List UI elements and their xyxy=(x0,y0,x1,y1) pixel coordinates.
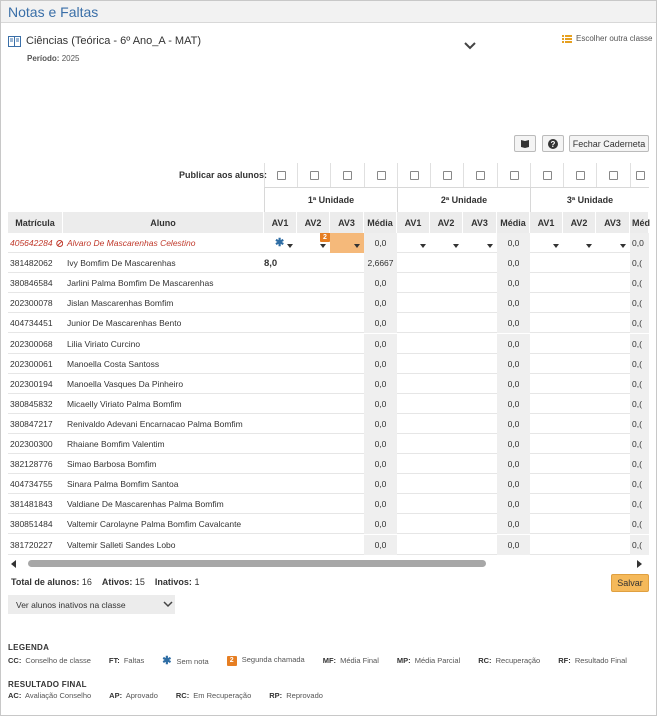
inativos-value: 1 xyxy=(194,577,200,587)
publish-checkbox[interactable] xyxy=(310,171,319,180)
media-cell: 0,0 xyxy=(364,514,397,534)
publish-checkbox[interactable] xyxy=(410,171,419,180)
student-name-cell: Junior De Mascarenhas Bento xyxy=(67,318,182,329)
grade-cell[interactable]: 8,0 xyxy=(264,257,278,269)
media-cell: 0,( xyxy=(630,354,649,374)
student-name-cell: Jarlini Palma Bomfim De Mascarenhas xyxy=(67,278,214,289)
caret-down-icon xyxy=(287,244,293,248)
media-cell: 0,0 xyxy=(364,354,397,374)
column-header-av2[interactable]: AV2 xyxy=(297,212,330,233)
media-cell: 0,( xyxy=(630,374,649,394)
book-icon xyxy=(8,36,21,47)
matricula-cell: 380845832 xyxy=(10,398,53,409)
table-row xyxy=(8,474,649,494)
legend-item: CC: Conselho de classe xyxy=(8,656,91,665)
ativos-label: Ativos: xyxy=(101,577,133,587)
periodo-value: 2025 xyxy=(61,54,80,63)
total-value: 16 xyxy=(81,577,92,587)
grade-dropdown[interactable] xyxy=(397,233,430,253)
table-row xyxy=(8,313,649,333)
unit-header: 2ª Unidade xyxy=(397,187,530,212)
publish-label: Publicar aos alunos: xyxy=(179,170,268,180)
legend-item: RC: Recuperação xyxy=(478,656,541,665)
media-cell: 0,0 xyxy=(364,233,397,253)
column-header-av2[interactable]: AV2 xyxy=(563,212,596,233)
caret-down-icon xyxy=(354,244,360,248)
total-students xyxy=(11,577,92,587)
no-grade-icon: ✱ xyxy=(275,237,285,249)
media-cell: 0,0 xyxy=(364,454,397,474)
table-row xyxy=(8,394,649,414)
matricula-cell: 404734451 xyxy=(10,318,53,329)
column-header-media_cut[interactable]: Méd xyxy=(630,212,649,233)
legend-item: ✱ Sem nota xyxy=(162,655,209,667)
publish-checkbox[interactable] xyxy=(277,171,286,180)
unit-header: 3ª Unidade xyxy=(530,187,649,212)
matricula-cell: 380846584 xyxy=(10,278,53,289)
periodo-label: Período: xyxy=(27,54,60,63)
column-header-av3[interactable]: AV3 xyxy=(330,212,364,233)
choose-class-label: Escolher outra classe xyxy=(576,34,653,43)
book-icon xyxy=(520,139,530,148)
publish-checkbox[interactable] xyxy=(609,171,618,180)
media-cell: 0,0 xyxy=(630,233,649,253)
media-cell: 0,( xyxy=(630,474,649,494)
publish-checkbox[interactable] xyxy=(476,171,485,180)
media-cell: 0,0 xyxy=(497,514,530,534)
grade-dropdown[interactable] xyxy=(430,233,463,253)
student-name-cell: Valtemir Salleti Sandes Lobo xyxy=(67,539,176,550)
caret-down-icon xyxy=(487,244,493,248)
resultado-title: RESULTADO FINAL xyxy=(8,680,87,689)
student-name-cell: Alvaro De Mascarenhas Celestino xyxy=(67,238,196,248)
class-selector[interactable] xyxy=(8,35,201,47)
caret-down-icon xyxy=(620,244,626,248)
student-name-cell: Manoella Costa Santoss xyxy=(67,358,160,369)
media-cell: 0,( xyxy=(630,494,649,514)
legend-item: RF: Resultado Final xyxy=(558,656,627,665)
media-cell: 0,0 xyxy=(497,535,530,555)
publish-checkbox-cell xyxy=(397,163,430,187)
student-name-cell: Simao Barbosa Bomfim xyxy=(67,459,157,470)
matricula-cell: 202300068 xyxy=(10,338,53,349)
close-gradebook-button[interactable]: Fechar Caderneta xyxy=(569,135,649,152)
table-row xyxy=(8,535,649,555)
second-call-badge: 2 xyxy=(227,656,237,666)
publish-checkbox-cell xyxy=(497,163,530,187)
publish-checkbox-cell xyxy=(563,163,596,187)
publish-checkbox[interactable] xyxy=(343,171,352,180)
column-header-av1[interactable]: AV1 xyxy=(397,212,430,233)
legend-item: RP: Reprovado xyxy=(269,691,323,700)
table-row xyxy=(8,273,649,293)
legend-item: MP: Média Parcial xyxy=(396,656,461,665)
media-cell: 0,( xyxy=(630,454,649,474)
matricula-cell: 404734755 xyxy=(10,479,53,490)
media-cell: 0,0 xyxy=(497,454,530,474)
media-cell: 0,0 xyxy=(497,273,530,293)
table-row xyxy=(8,414,649,434)
publish-checkbox-cell xyxy=(463,163,497,187)
unit-header: 1ª Unidade xyxy=(264,187,397,212)
legend-item: RC: Em Recuperação xyxy=(175,691,252,700)
publish-checkbox-cell xyxy=(330,163,364,187)
scroll-right-arrow-icon[interactable] xyxy=(637,560,642,568)
matricula-cell: 381720227 xyxy=(10,539,53,550)
media-cell: 0,( xyxy=(630,434,649,454)
media-cell: 0,( xyxy=(630,273,649,293)
column-header-av1[interactable]: AV1 xyxy=(530,212,563,233)
column-header-av3[interactable]: AV3 xyxy=(596,212,630,233)
media-cell: 0,( xyxy=(630,514,649,534)
publish-checkbox-cell xyxy=(530,163,563,187)
save-button[interactable]: Salvar xyxy=(611,574,649,592)
matricula-cell: 202300078 xyxy=(10,298,53,309)
student-name-cell: Lilia Viriato Curcino xyxy=(67,338,141,349)
grade-dropdown[interactable] xyxy=(330,233,364,253)
media-cell: 0,0 xyxy=(364,434,397,454)
media-cell: 0,0 xyxy=(364,394,397,414)
table-row xyxy=(8,354,649,374)
publish-checkbox-cell xyxy=(430,163,463,187)
media-cell: 0,0 xyxy=(497,474,530,494)
column-header-media[interactable]: Média xyxy=(497,212,530,233)
legend-item: AP: Aprovado xyxy=(109,691,158,700)
ativos-value: 15 xyxy=(134,577,145,587)
column-header-media[interactable]: Média xyxy=(364,212,397,233)
publish-checkbox[interactable] xyxy=(543,171,552,180)
choose-other-class-link[interactable] xyxy=(562,34,652,43)
publish-checkbox[interactable] xyxy=(443,171,452,180)
media-cell: 0,0 xyxy=(364,474,397,494)
media-cell: 0,0 xyxy=(364,374,397,394)
gradebook-button[interactable] xyxy=(514,135,536,152)
legend-item: MF: Média Final xyxy=(322,656,379,665)
student-name-cell: Micaelly Viriato Palma Bomfim xyxy=(67,398,182,409)
caret-down-icon xyxy=(320,244,326,248)
grade-dropdown[interactable] xyxy=(297,233,330,253)
legend-title: LEGENDA xyxy=(8,643,50,652)
publish-checkbox[interactable] xyxy=(510,171,519,180)
student-name-cell: Manoella Vasques Da Pinheiro xyxy=(67,378,184,389)
column-header-av2[interactable]: AV2 xyxy=(430,212,463,233)
media-cell: 0,0 xyxy=(364,494,397,514)
media-cell: 0,0 xyxy=(364,293,397,313)
caret-down-icon xyxy=(453,244,459,248)
student-name-cell: Ivy Bomfim De Mascarenhas xyxy=(67,258,176,269)
media-cell: 0,( xyxy=(630,293,649,313)
chevron-down-icon xyxy=(163,601,173,608)
table-row xyxy=(8,494,649,514)
matricula-cell: 381482062 xyxy=(10,258,53,269)
matricula-cell: 380847217 xyxy=(10,418,53,429)
media-cell: 0,( xyxy=(630,334,649,354)
publish-checkbox-cell xyxy=(630,163,649,187)
matricula-cell: 382128776 xyxy=(10,459,53,470)
column-header-aluno[interactable]: Aluno xyxy=(63,212,264,233)
media-cell: 0,0 xyxy=(364,414,397,434)
media-cell: 0,0 xyxy=(364,273,397,293)
resultado-row xyxy=(8,691,323,700)
media-cell: 2,6667 xyxy=(364,253,397,273)
matricula-cell: 405642284 xyxy=(8,233,63,253)
media-cell: 0,0 xyxy=(364,334,397,354)
media-cell: 0,0 xyxy=(497,494,530,514)
caret-down-icon xyxy=(420,244,426,248)
student-name-cell: Sinara Palma Bomfim Santoa xyxy=(67,479,179,490)
table-row xyxy=(8,233,649,253)
student-name-cell: Renivaldo Adevani Encarnacao Palma Bomfim xyxy=(67,418,243,429)
show-inactive-dropdown[interactable] xyxy=(8,595,175,614)
inativos-label: Inativos: xyxy=(154,577,192,587)
legend-item: 2 Segunda chamada xyxy=(227,655,305,666)
media-cell: 0,( xyxy=(630,313,649,333)
column-header-av3[interactable]: AV3 xyxy=(463,212,497,233)
horizontal-scrollbar[interactable] xyxy=(8,558,649,570)
matricula-cell: 381481843 xyxy=(10,499,53,510)
grade-dropdown[interactable] xyxy=(530,233,563,253)
blocked-icon xyxy=(56,239,63,248)
caret-down-icon xyxy=(586,244,592,248)
grade-dropdown[interactable] xyxy=(563,233,596,253)
publish-checkbox-cell xyxy=(264,163,297,187)
grade-dropdown[interactable] xyxy=(596,233,630,253)
chevron-down-icon[interactable] xyxy=(463,41,477,51)
legend-item: AC: Avaliação Conselho xyxy=(8,691,92,700)
active-students xyxy=(102,577,145,587)
publish-checkbox-cell xyxy=(364,163,397,187)
help-icon xyxy=(548,139,558,149)
periodo xyxy=(27,54,79,63)
student-name-cell: Valtemir Carolayne Palma Bomfim Cavalcante xyxy=(67,519,242,530)
student-name-cell: Rhaiane Bomfim Valentim xyxy=(67,439,165,449)
matricula-cell: 202300300 xyxy=(10,439,53,449)
media-cell: 0,( xyxy=(630,414,649,434)
table-row xyxy=(8,334,649,354)
media-cell: 0,0 xyxy=(497,374,530,394)
publish-checkbox[interactable] xyxy=(576,171,585,180)
page-title: Notas e Faltas xyxy=(8,4,99,20)
table-row xyxy=(8,434,649,454)
legend-item: FT: Faltas xyxy=(108,656,145,665)
column-header-matricula[interactable]: Matrícula xyxy=(8,212,63,233)
no-grade-icon: ✱ xyxy=(162,655,172,667)
publish-checkbox[interactable] xyxy=(377,171,386,180)
inactive-students xyxy=(155,577,200,587)
table-row xyxy=(8,454,649,474)
help-button[interactable] xyxy=(542,135,564,152)
list-icon xyxy=(562,35,572,43)
media-cell: 0,0 xyxy=(497,334,530,354)
totals-summary xyxy=(11,577,199,587)
table-row xyxy=(8,253,649,273)
grade-dropdown[interactable] xyxy=(264,233,297,253)
media-cell: 0,( xyxy=(630,535,649,555)
scroll-left-arrow-icon[interactable] xyxy=(11,560,16,568)
media-cell: 0,( xyxy=(630,253,649,273)
svg-text:?: ? xyxy=(550,139,556,149)
media-cell: 0,0 xyxy=(364,535,397,555)
media-cell: 0,0 xyxy=(497,313,530,333)
caret-down-icon xyxy=(553,244,559,248)
media-cell: 0,0 xyxy=(364,313,397,333)
matricula-cell: 380851484 xyxy=(10,519,53,530)
publish-checkbox[interactable] xyxy=(636,171,645,180)
legend-row xyxy=(8,654,627,667)
media-cell: 0,0 xyxy=(497,434,530,454)
media-cell: 0,0 xyxy=(497,354,530,374)
grade-dropdown[interactable] xyxy=(463,233,497,253)
media-cell: 0,0 xyxy=(497,253,530,273)
media-cell: 0,0 xyxy=(497,394,530,414)
media-cell: 0,0 xyxy=(497,414,530,434)
publish-checkbox-cell xyxy=(596,163,630,187)
media-cell: 0,0 xyxy=(497,233,530,253)
publish-checkbox-cell xyxy=(297,163,330,187)
page-header xyxy=(1,1,656,23)
media-cell: 0,( xyxy=(630,394,649,414)
column-header-av1[interactable]: AV1 xyxy=(264,212,297,233)
table-row xyxy=(8,293,649,313)
student-name-cell: Valdiane De Mascarenhas Palma Bomfim xyxy=(67,499,224,510)
second-call-badge: 2 xyxy=(320,233,330,242)
matricula-cell: 202300194 xyxy=(10,378,53,389)
matricula-cell: 202300061 xyxy=(10,358,53,369)
class-name: Ciências (Teórica - 6º Ano_A - MAT) xyxy=(26,35,201,47)
total-label: Total de alunos: xyxy=(11,577,80,587)
show-inactive-label: Ver alunos inativos na classe xyxy=(16,599,126,610)
student-name-cell: Jislan Mascarenhas Bomfim xyxy=(67,298,174,309)
table-row xyxy=(8,514,649,534)
scrollbar-thumb[interactable] xyxy=(28,560,486,567)
media-cell: 0,0 xyxy=(497,293,530,313)
table-row xyxy=(8,374,649,394)
